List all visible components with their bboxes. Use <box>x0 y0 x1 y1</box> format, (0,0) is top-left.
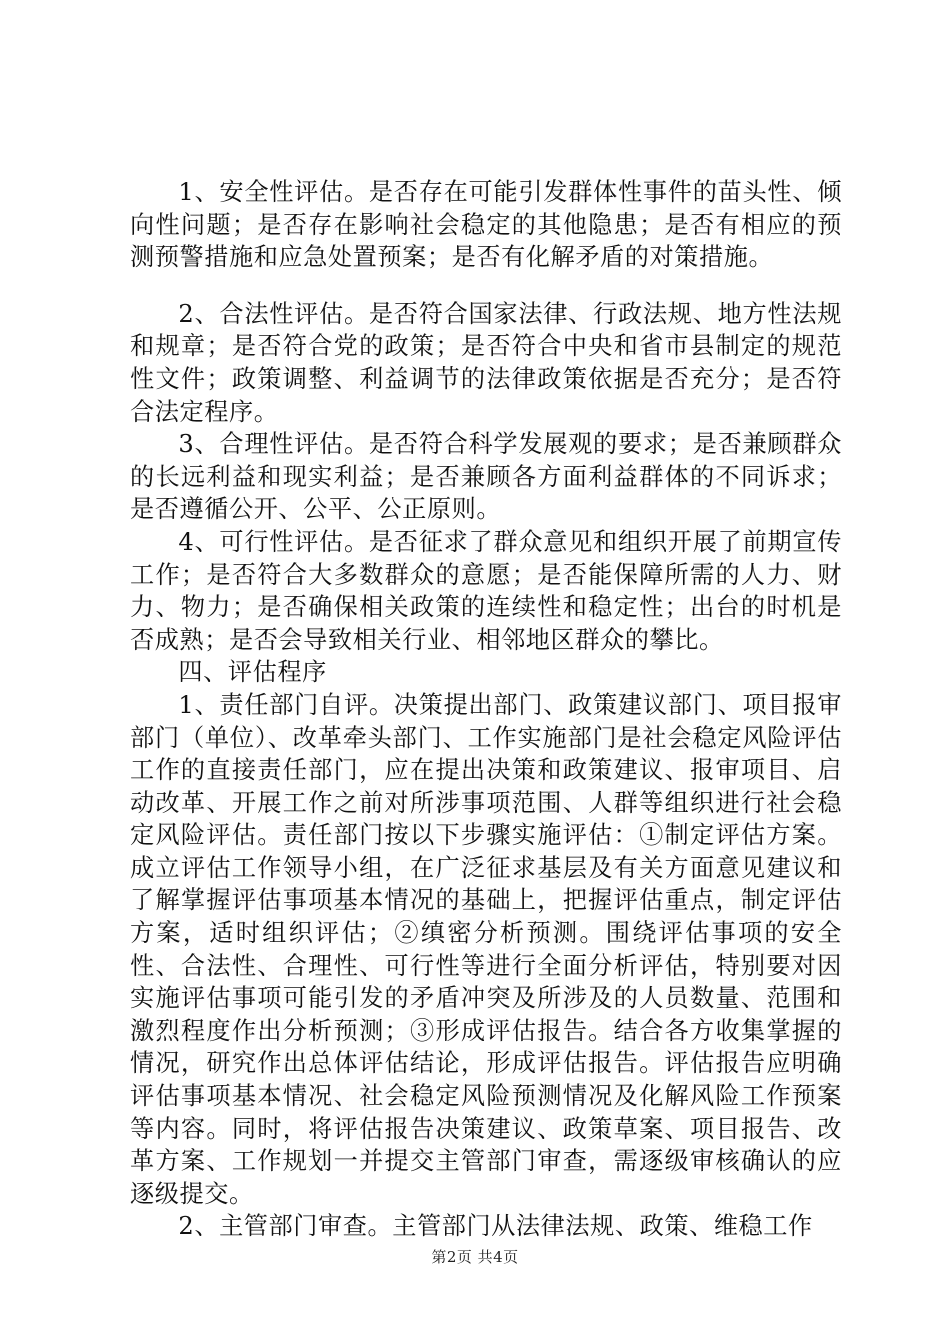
paragraph-gap <box>130 274 842 298</box>
paragraph-rationality-assessment: 3、合理性评估。是否符合科学发展观的要求；是否兼顾群众的长远利益和现实利益；是否兼顾各方面利益群体的不同诉求；是否遵循公开、公平、公正原则。 <box>130 430 842 524</box>
paragraph-self-assessment: 1、责任部门自评。决策提出部门、政策建议部门、项目报审部门（单位）、改革牵头部门、工作实施部门是社会稳定风险评估工作的直接责任部门，应在提出决策和政策建议、报审项目、启动改革、开展工作之前对所涉事项范围、人群等组织进行社会稳定风险评估。责任部门按以下步骤实施评估：①制定评估方案。成立评估工作领导小组，在广泛征求基层及有关方面意见建议和了解掌握评估事项基本情况的基础上，把握评估重点，制定评估方案，适时组织评估；②缜密分析预测。围绕评估事项的安全性、合法性、合理性、可行性等进行全面分析评估，特别要对因实施评估事项可能引发的矛盾冲突及所涉及的人员数量、范围和激烈程度作出分析预测；③形成评估报告。结合各方收集掌握的情况，研究作出总体评估结论，形成评估报告。评估报告应明确评估事项基本情况、社会稳定风险预测情况及化解风险工作预案等内容。同时，将评估报告决策建议、政策草案、项目报告、改革方案、工作规划一并提交主管部门审查，需逐级审核确认的应逐级提交。 <box>130 690 842 1208</box>
section-heading-assessment-procedure: 四、评估程序 <box>178 658 327 687</box>
paragraph-safety-assessment: 1、安全性评估。是否存在可能引发群体性事件的苗头性、倾向性问题；是否存在影响社会稳定的其他隐患；是否有相应的预测预警措施和应急处置预案；是否有化解矛盾的对策措施。 <box>130 178 842 272</box>
paragraph-department-review: 2、主管部门审查。主管部门从法律法规、政策、维稳工作 <box>178 1212 813 1241</box>
document-body <box>130 176 842 1243</box>
paragraph-legality-assessment: 2、合法性评估。是否符合国家法律、行政法规、地方性法规和规章；是否符合党的政策；是否符合中央和省市县制定的规范性文件；政策调整、利益调节的法律政策依据是否充分；是否符合法定程序。 <box>130 299 842 426</box>
paragraph-feasibility-assessment: 4、可行性评估。是否征求了群众意见和组织开展了前期宣传工作；是否符合大多数群众的意愿；是否能保障所需的人力、财力、物力；是否确保相关政策的连续性和稳定性；出台的时机是否成熟；是否会导致相关行业、相邻地区群众的攀比。 <box>130 527 842 654</box>
page-number-footer: 第2页 共4页 <box>431 1248 519 1266</box>
